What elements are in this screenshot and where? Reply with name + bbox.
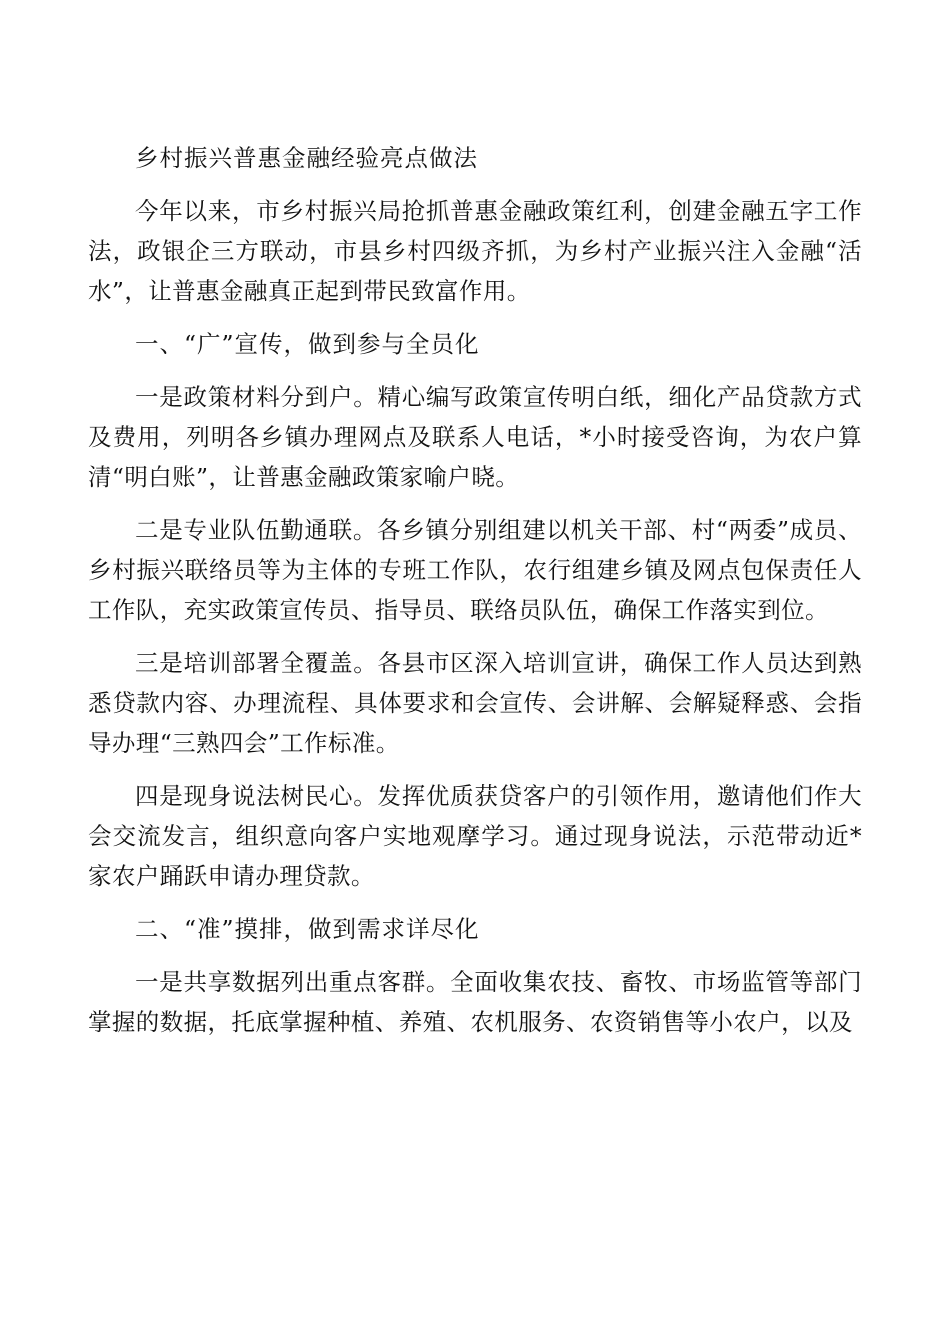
section-1-paragraph: 四是现身说法树民心。发挥优质获贷客户的引领作用，邀请他们作大会交流发言，组织意向客户实地观摩学习。通过现身说法，示范带动近*家农户踊跃申请办理贷款。 bbox=[88, 782, 862, 890]
document-body bbox=[88, 138, 862, 1055]
section-2-heading: 二、“准”摸排，做到需求详尽化 bbox=[135, 915, 480, 943]
document-title: 乡村振兴普惠金融经验亮点做法 bbox=[135, 144, 478, 172]
section-1-paragraph: 二是专业队伍勤通联。各乡镇分别组建以机关干部、村“两委”成员、乡村振兴联络员等为主体的专班工作队，农行组建乡镇及网点包保责任人工作队，充实政策宣传员、指导员、联络员队伍，确保工作落实到位。 bbox=[88, 516, 862, 624]
section-1-paragraph: 三是培训部署全覆盖。各县市区深入培训宣讲，确保工作人员达到熟悉贷款内容、办理流程、具体要求和会宣传、会讲解、会解疑释惑、会指导办理“三熟四会”工作标准。 bbox=[88, 649, 862, 757]
section-1-paragraph: 一是政策材料分到户。精心编写政策宣传明白纸，细化产品贷款方式及费用，列明各乡镇办理网点及联系人电话，*小时接受咨询，为农户算清“明白账”，让普惠金融政策家喻户晓。 bbox=[88, 383, 862, 491]
section-2-paragraph: 一是共享数据列出重点客群。全面收集农技、畜牧、市场监管等部门掌握的数据，托底掌握种植、养殖、农机服务、农资销售等小农户，以及 bbox=[88, 968, 862, 1036]
intro-paragraph: 今年以来，市乡村振兴局抢抓普惠金融政策红利，创建金融五字工作法，政银企三方联动，市县乡村四级齐抓，为乡村产业振兴注入金融“活水”，让普惠金融真正起到带民致富作用。 bbox=[88, 197, 862, 305]
section-1-heading: 一、“广”宣传，做到参与全员化 bbox=[135, 330, 480, 358]
